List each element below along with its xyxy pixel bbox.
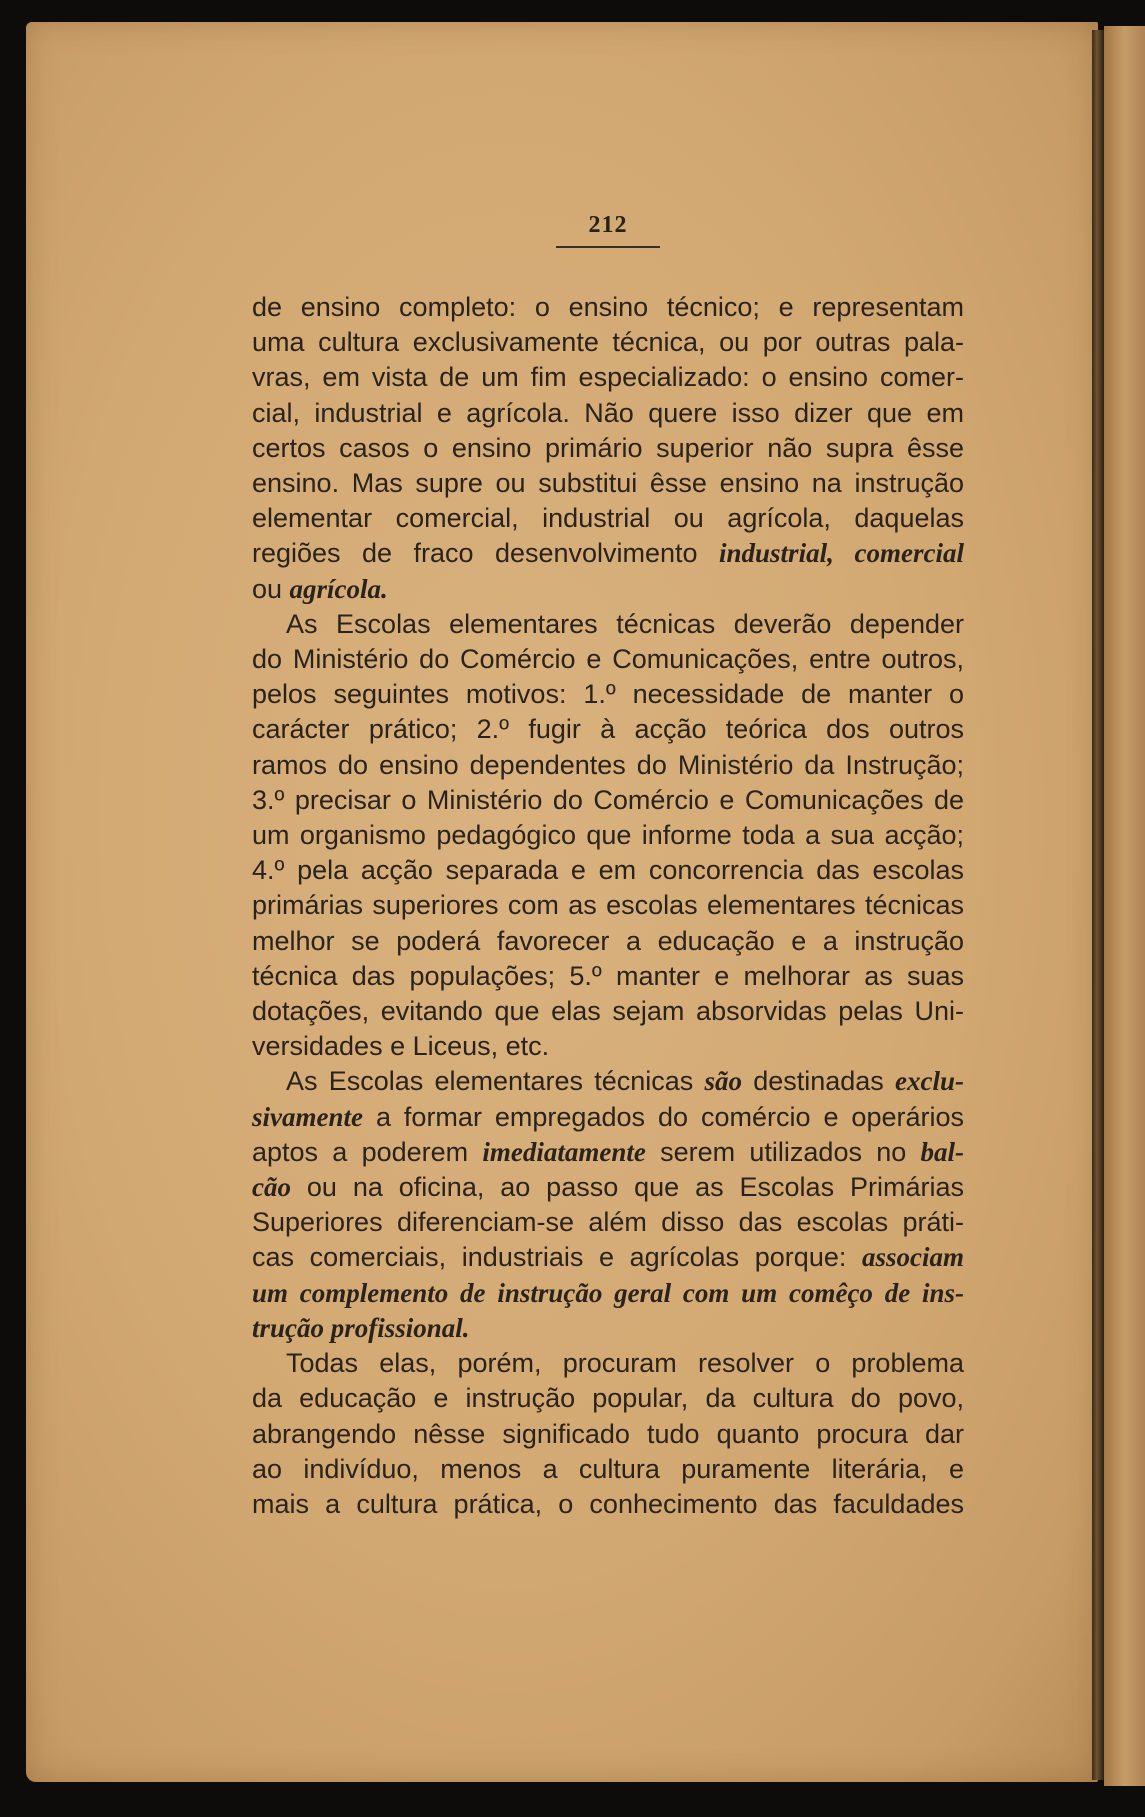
text-line: cial, industrial e agrícola. Não quere isso dizer que em	[252, 397, 964, 428]
text-line: Superiores diferenciam-se além disso das escolas práti-	[252, 1207, 964, 1238]
adjacent-page-edge	[1104, 26, 1145, 1786]
text-line: carácter prático; 2.º fugir à acção teórica dos outros	[252, 714, 964, 745]
text-line: ou agrícola.	[252, 573, 388, 604]
text-line: As Escolas elementares técnicas são destinadas exclu-	[286, 1066, 964, 1097]
text-line: sivamente a formar empregados do comércio e operários	[252, 1101, 964, 1132]
italic-phrase: cão	[252, 1172, 291, 1203]
text-line: 4.º pela acção separada e em concorrencia das escolas	[252, 855, 964, 886]
text-line: regiões de fraco desenvolvimento industrial, comercial	[252, 538, 964, 569]
text-line: do Ministério do Comércio e Comunicações, entre outros,	[252, 644, 964, 675]
text-line: ao indivíduo, menos a cultura puramente literária, e	[252, 1453, 964, 1484]
text-line: da educação e instrução popular, da cultura do povo,	[252, 1383, 964, 1414]
text-line: primárias superiores com as escolas elementares técnicas	[252, 890, 964, 921]
text-line: ensino. Mas supre ou substitui êsse ensino na instrução	[252, 468, 964, 499]
italic-phrase: bal-	[920, 1136, 964, 1167]
text-line: certos casos o ensino primário superior não supra êsse	[252, 432, 964, 463]
italic-phrase: industrial, comercial	[719, 538, 964, 569]
text-line: ramos do ensino dependentes do Ministério da Instrução;	[252, 749, 964, 780]
text-line: um organismo pedagógico que informe toda a sua acção;	[252, 820, 964, 851]
text-line: 3.º precisar o Ministério do Comércio e Comunicações de	[252, 784, 964, 815]
text-line: melhor se poderá favorecer a educação e a instrução	[252, 925, 964, 956]
text-line: de ensino completo: o ensino técnico; e representam	[252, 292, 964, 322]
italic-phrase: um complemento de instrução geral com um comêço de ins-	[252, 1277, 964, 1308]
book-gutter	[1092, 30, 1104, 1780]
text-line: abrangendo nêsse significado tudo quanto procura dar	[252, 1418, 964, 1449]
italic-phrase: sivamente	[252, 1101, 363, 1132]
italic-phrase: imediatamente	[482, 1136, 646, 1167]
text-line: elementar comercial, industrial ou agrícola, daquelas	[252, 503, 964, 534]
italic-phrase: trução profissional.	[252, 1312, 470, 1343]
text-line: aptos a poderem imediatamente serem utilizados no bal-	[252, 1136, 964, 1167]
text-line: dotações, evitando que elas sejam absorvidas pelas Uni-	[252, 996, 964, 1027]
text-line: mais a cultura prática, o conhecimento das faculdades	[252, 1488, 964, 1519]
text-line: técnica das populações; 5.º manter e melhorar as suas	[252, 960, 964, 991]
text-line: vras, em vista de um fim especializado: o ensino comer-	[252, 362, 964, 393]
text-line: versidades e Liceus, etc.	[252, 1031, 550, 1062]
text-line: As Escolas elementares técnicas deverão depender	[286, 608, 964, 639]
italic-phrase: são	[704, 1066, 742, 1097]
text-line	[252, 1276, 964, 1311]
page-number-rule	[556, 246, 660, 248]
text-line: uma cultura exclusivamente técnica, ou por outras pala-	[252, 327, 964, 358]
page-number: 212	[588, 212, 628, 238]
text-line: cão ou na oficina, ao passo que as Escolas Primárias	[252, 1172, 964, 1203]
italic-phrase: associam	[861, 1242, 964, 1273]
italic-phrase: exclu-	[895, 1066, 964, 1097]
text-line	[252, 1311, 964, 1346]
body-text	[252, 290, 964, 1522]
text-line: Todas elas, porém, procuram resolver o problema	[286, 1348, 964, 1379]
italic-phrase: agrícola.	[289, 573, 388, 604]
text-line: pelos seguintes motivos: 1.º necessidade de manter o	[252, 679, 964, 710]
text-line: cas comerciais, industriais e agrícolas porque: associam	[252, 1242, 964, 1273]
